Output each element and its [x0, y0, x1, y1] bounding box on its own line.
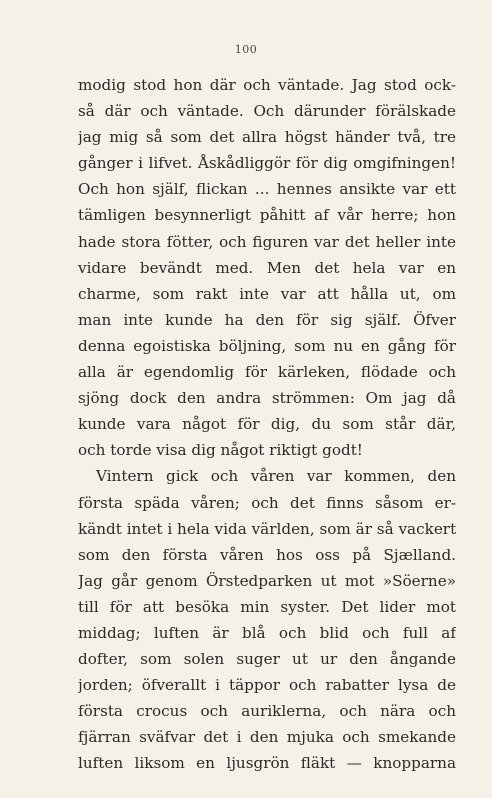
text-line: Jag går genom Örstedparken ut mot »Söerne» — [78, 571, 456, 590]
text-line: sjöng dock den andra strömmen: Om jag då — [78, 389, 456, 408]
text-line: kunde vara något för dig, du som står där, — [78, 415, 456, 434]
text-line: vidare bevändt med. Men det hela var en — [78, 258, 456, 277]
text-line: som den första våren hos oss på Sjælland. — [78, 545, 456, 564]
text-line: kändt intet i hela vida världen, som är så vackert — [78, 519, 456, 538]
text-line: och torde visa dig något riktigt godt! — [78, 441, 363, 460]
text-line: alla är egendomlig för kärleken, flödade och — [78, 363, 456, 382]
text-line: jag mig så som det allra högst händer två, tre — [78, 128, 456, 147]
text-line: Vintern gick och våren var kommen, den — [96, 467, 456, 486]
text-line: gånger i lifvet. Åskådliggör för dig omgifningen! — [78, 154, 456, 173]
page-number: 100 — [234, 43, 258, 56]
text-line: tämligen besynnerligt påhitt af vår herre; hon — [78, 206, 456, 225]
text-line: man inte kunde ha den för sig själf. Öfver — [78, 310, 456, 329]
text-line: jorden; öfverallt i täppor och rabatter lysa de — [78, 676, 456, 695]
paragraph-2 — [78, 463, 456, 776]
text-line: första crocus och auriklerna, och nära och — [78, 702, 456, 721]
text-line: dofter, som solen suger ut ur den ångande — [78, 650, 456, 669]
paragraph-1 — [78, 72, 456, 463]
text-line: hade stora fötter, och figuren var det heller inte — [78, 232, 456, 251]
text-line: charme, som rakt inte var att hålla ut, om — [78, 284, 456, 303]
text-line: modig stod hon där och väntade. Jag stod ock- — [78, 76, 456, 94]
text-line: fjärran sväfvar det i den mjuka och smekande — [78, 728, 456, 747]
text-line: första späda våren; och det finns såsom er- — [78, 493, 456, 512]
text-line: middag; luften är blå och blid och full af — [78, 623, 456, 642]
text-line: luften liksom en ljusgrön fläkt — knopparna — [78, 754, 456, 773]
text-line: denna egoistiska böljning, som nu en gång för — [78, 336, 456, 355]
text-line: Och hon själf, flickan ... hennes ansikte var ett — [78, 180, 456, 199]
text-line: så där och väntade. Och därunder förälskade — [78, 102, 456, 121]
text-line: till för att besöka min syster. Det lider mot — [78, 597, 456, 616]
body-text — [78, 72, 456, 777]
